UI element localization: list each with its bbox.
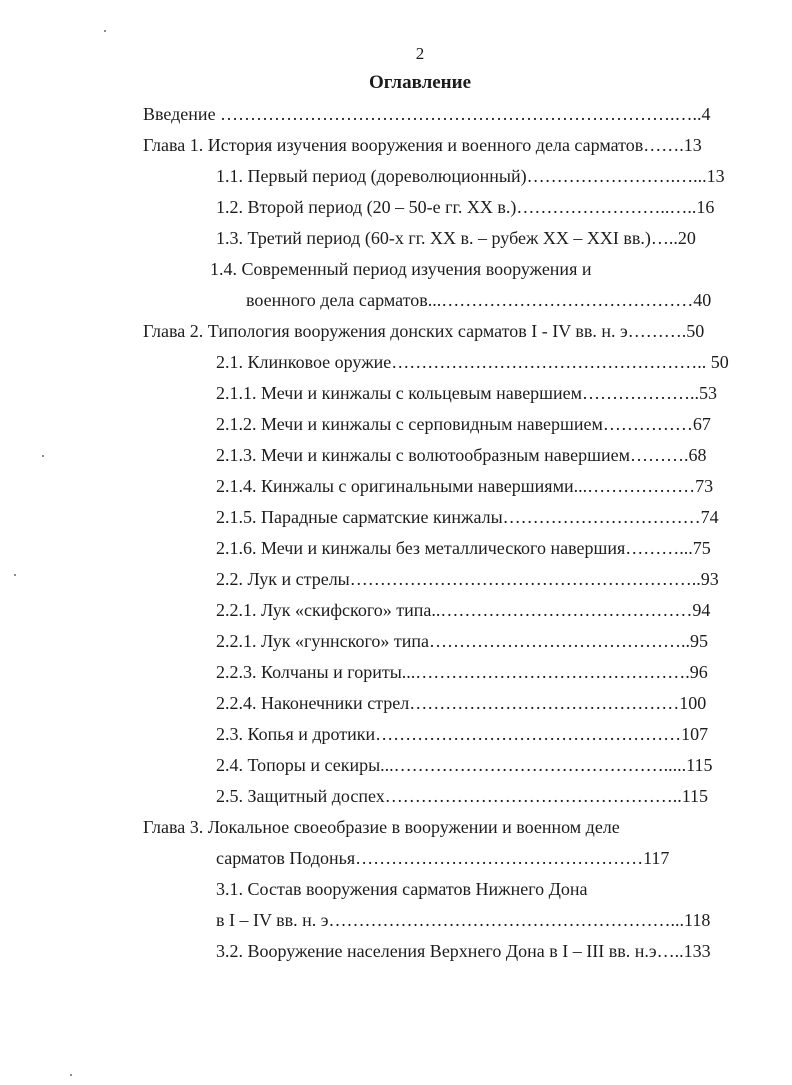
toc-entry-2-1: 2.1. Клинковое оружие…………………………………………….. 50 xyxy=(216,352,729,372)
toc-entry-1-2: 1.2. Второй период (20 – 50-е гг. XX в.)……………………..…..16 xyxy=(216,197,715,217)
toc-entry-2-2-4: 2.2.4. Наконечники стрел………………………………………100 xyxy=(216,693,707,713)
toc-entry-2-1-6: 2.1.6. Мечи и кинжалы без металлического навершия………...75 xyxy=(216,538,711,558)
toc-entry-introduction: Введение ………………………………………………………………….…..4 xyxy=(143,104,711,124)
toc-title: Оглавление xyxy=(368,72,472,93)
toc-entry-2-2-3: 2.2.3. Колчаны и гориты...……………………………………….96 xyxy=(216,662,708,682)
toc-entry-2-5: 2.5. Защитный доспех…………………………………………..115 xyxy=(216,786,709,806)
page-number: 2 xyxy=(415,44,425,63)
toc-entry-chapter-1: Глава 1. История изучения вооружения и военного дела сарматов…….13 xyxy=(143,135,702,155)
scan-speck xyxy=(70,1074,72,1076)
toc-entry-chapter-2: Глава 2. Типология вооружения донских сарматов I - IV вв. н. э……….50 xyxy=(143,321,705,341)
toc-entry-1-1: 1.1. Первый период (дореволюционный)…………………….…...13 xyxy=(216,166,725,186)
toc-entry-2-2-1-scythian: 2.2.1. Лук «скифского» типа..……………………………………94 xyxy=(216,600,711,620)
scan-speck xyxy=(14,574,16,576)
toc-entry-2-1-1: 2.1.1. Мечи и кинжалы с кольцевым навершием………………..53 xyxy=(216,383,718,403)
toc-entry-2-2: 2.2. Лук и стрелы…………………………………………………..93 xyxy=(216,569,719,589)
toc-entry-3-1: 3.1. Состав вооружения сарматов Нижнего Дона xyxy=(216,879,588,899)
toc-entry-2-3: 2.3. Копья и дротики……………………………………………107 xyxy=(216,724,709,744)
toc-entry-2-1-4: 2.1.4. Кинжалы с оригинальными навершиями...………………73 xyxy=(216,476,714,496)
toc-entry-chapter-3: Глава 3. Локальное своеобразие в вооружении и военном деле xyxy=(143,817,620,837)
toc-entry-chapter-3-continued: сарматов Подонья…………………………………………117 xyxy=(216,848,670,868)
toc-entry-3-2: 3.2. Вооружение населения Верхнего Дона в I – III вв. н.э…..133 xyxy=(216,941,711,961)
scan-speck xyxy=(42,455,44,457)
toc-entry-2-1-2: 2.1.2. Мечи и кинжалы с серповидным навершием……………67 xyxy=(216,414,711,434)
scan-speck xyxy=(104,30,106,32)
toc-entry-1-3: 1.3. Третий период (60-х гг. XX в. – рубеж XX – XXI вв.)…..20 xyxy=(216,228,696,248)
toc-entry-2-4: 2.4. Топоры и секиры...……………………………………….....115 xyxy=(216,755,713,775)
toc-entry-1-4: 1.4. Современный период изучения вооружения и xyxy=(210,259,592,279)
toc-entry-1-4-continued: военного дела сарматов...……………………………………40 xyxy=(246,290,712,310)
toc-entry-3-1-continued: в I – IV вв. н. э…………………………………………………...118 xyxy=(216,910,711,930)
toc-entry-2-2-1-hunnic: 2.2.1. Лук «гуннского» типа……………………………………..95 xyxy=(216,631,709,651)
toc-entry-2-1-3: 2.1.3. Мечи и кинжалы с волютообразным навершием……….68 xyxy=(216,445,707,465)
toc-entry-2-1-5: 2.1.5. Парадные сарматские кинжалы……………………………74 xyxy=(216,507,719,527)
